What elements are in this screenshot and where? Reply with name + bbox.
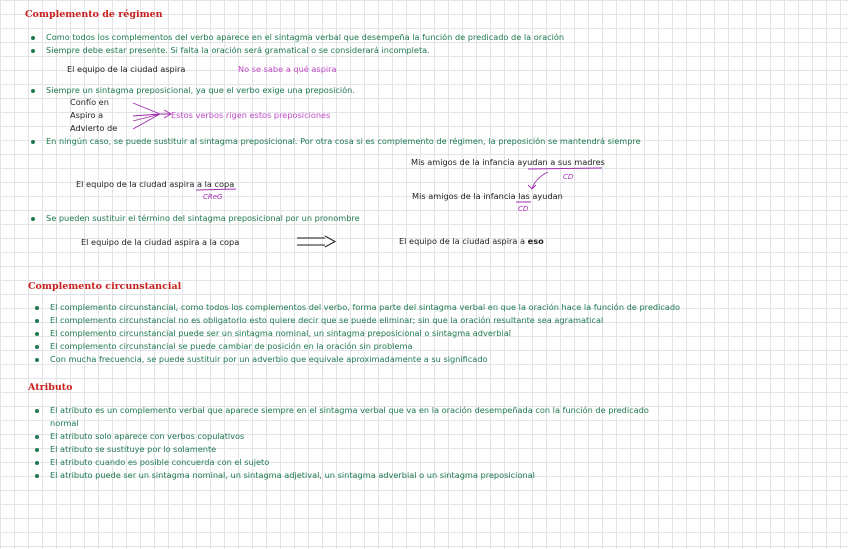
bullet-circ-2: El complemento circunstancial no es obligatorio esto quiere decir que se puede eliminar; sin que la oración resultante sea agramatical — [50, 315, 604, 325]
example-sub-before: El equipo de la ciudad aspira a la copa — [81, 237, 240, 247]
bullet-regimen-1: Como todos los complementos del verbo aparece en el sintagma verbal que desempeña la función de predicado de la oración — [46, 32, 565, 42]
bullet-regimen-3: Siempre un sintagma preposicional, ya que el verbo exige una preposición. — [46, 85, 355, 95]
example-creg: El equipo de la ciudad aspira a la copa — [76, 179, 235, 189]
bullet-atrib-5: El atributo puede ser un sintagma nominal, un sintagma adjetival, un sintagma adverbial o un sintagma preposicional — [50, 470, 535, 480]
verbs-note: Estos verbos rigen estos preposiciones — [171, 110, 331, 120]
label-cd-1: CD — [563, 173, 574, 181]
bullet-circ-4: El complemento circunstancial se puede cambiar de posición en la oración sin problema — [50, 341, 413, 351]
bullet-regimen-2: Siempre debe estar presente. Si falta la oración será gramatical o se considerará incompleta. — [46, 45, 430, 55]
bullet-circ-3: El complemento circunstancial puede ser un sintagma nominal, un sintagma preposicional o sintagma adverbial — [50, 328, 512, 338]
creg-underline — [196, 189, 236, 190]
bullet-circ-1: El complemento circunstancial, como todos los complementos del verbo, forma parte del sintagma verbal en que la oración hace la función de predicado — [50, 302, 681, 312]
verbs-arrow-icon — [133, 103, 171, 129]
section-title-circunstancial: Complemento circunstancial — [28, 281, 182, 292]
bullet-atrib-4: El atributo cuando es posible concuerda con el sujeto — [50, 457, 270, 467]
cd-link-icon — [528, 172, 548, 189]
example-incomplete: El equipo de la ciudad aspira — [67, 64, 186, 74]
example-cd-2: Mis amigos de la infancia las ayudan — [412, 191, 563, 201]
label-cd-2: CD — [518, 205, 529, 213]
verb-advierto: Advierto de — [70, 123, 118, 133]
verb-aspiro: Aspiro a — [70, 110, 104, 120]
section-title-regimen: Complemento de régimen — [25, 9, 163, 20]
bullet-circ-5: Con mucha frecuencia, se puede sustituir por un adverbio que equivale aproximadamente a su significado — [50, 354, 488, 364]
bullet-atrib-1-continuation: normal — [50, 418, 79, 428]
note-incomplete: No se sabe a qué aspira — [238, 64, 337, 74]
verb-confio: Confío en — [70, 97, 109, 107]
example-sub-after: El equipo de la ciudad aspira a eso — [399, 236, 544, 246]
bullet-regimen-5: Se pueden sustituir el término del sintagma preposicional por un pronombre — [46, 213, 360, 223]
equals-arrow-icon — [297, 236, 335, 247]
bullet-regimen-4: En ningún caso, se puede sustituir al sintagma preposicional. Por otra cosa si es complemento de régimen, la preposición se mantendrá siempre — [46, 136, 641, 146]
section-title-atributo: Atributo — [28, 382, 73, 393]
label-creg: CReG — [203, 193, 223, 201]
example-cd-1: Mis amigos de la infancia ayudan a sus madres — [411, 157, 605, 167]
pronoun-las: las — [518, 191, 530, 201]
bullet-atrib-3: El atributo se sustituye por lo solamente — [50, 444, 217, 454]
bullet-atrib-1: El atributo es un complemento verbal que aparece siempre en el sintagma verbal que va en la oración desempeñada con la función de predicado — [50, 405, 649, 415]
cd1-underline — [528, 168, 602, 169]
bullet-atrib-2: El atributo solo aparece con verbos copulativos — [50, 431, 245, 441]
